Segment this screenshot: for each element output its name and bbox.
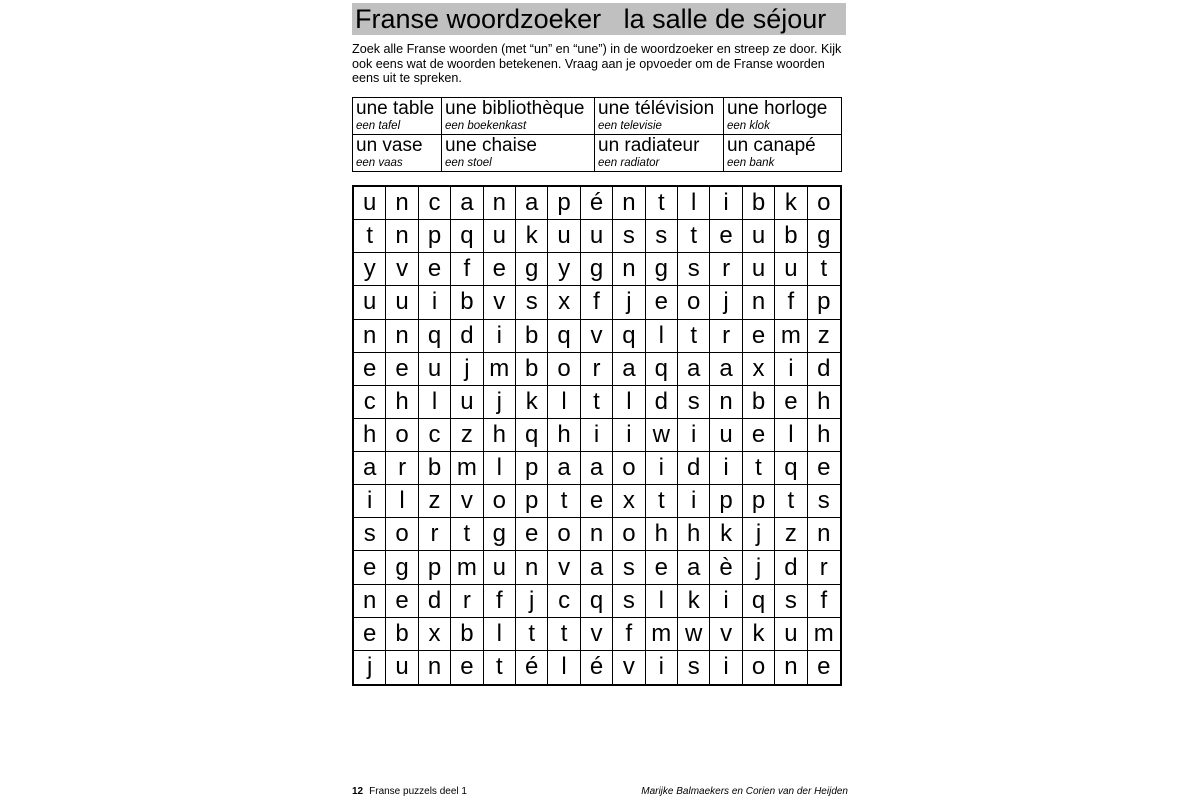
vocabulary-table	[352, 97, 842, 172]
grid-letter[interactable]: z	[775, 518, 807, 551]
grid-letter[interactable]: t	[548, 618, 580, 651]
grid-letter[interactable]: s	[646, 220, 678, 253]
grid-letter[interactable]: i	[484, 320, 516, 353]
grid-letter[interactable]: n	[419, 651, 451, 684]
grid-letter[interactable]: k	[678, 585, 710, 618]
vocab-cell	[724, 135, 842, 172]
grid-letter[interactable]: a	[451, 187, 483, 220]
dutch-translation: een vaas	[356, 157, 403, 169]
grid-letter[interactable]: h	[646, 518, 678, 551]
grid-letter[interactable]: l	[646, 320, 678, 353]
grid-letter[interactable]: g	[516, 253, 548, 286]
grid-letter[interactable]: u	[484, 220, 516, 253]
grid-letter[interactable]: q	[419, 320, 451, 353]
vocab-cell	[724, 98, 842, 135]
grid-letter[interactable]: n	[581, 518, 613, 551]
grid-letter[interactable]: m	[775, 320, 807, 353]
grid-letter[interactable]: y	[354, 253, 386, 286]
french-word: une chaise	[445, 135, 537, 156]
grid-letter[interactable]: e	[743, 419, 775, 452]
page-title: Franse woordzoeker la salle de séjour	[352, 3, 846, 35]
grid-letter[interactable]: q	[548, 320, 580, 353]
grid-letter[interactable]: a	[581, 452, 613, 485]
grid-letter[interactable]: s	[613, 551, 645, 584]
grid-letter[interactable]: w	[646, 419, 678, 452]
grid-letter[interactable]: i	[710, 452, 742, 485]
grid-letter[interactable]: c	[419, 419, 451, 452]
grid-letter[interactable]: u	[743, 253, 775, 286]
grid-letter[interactable]: e	[354, 618, 386, 651]
grid-letter[interactable]: i	[613, 419, 645, 452]
grid-letter[interactable]: è	[710, 551, 742, 584]
grid-letter[interactable]: l	[775, 419, 807, 452]
grid-letter[interactable]: h	[386, 386, 418, 419]
grid-letter[interactable]: b	[743, 187, 775, 220]
grid-letter[interactable]: s	[613, 585, 645, 618]
grid-letter[interactable]: o	[484, 485, 516, 518]
grid-letter[interactable]: t	[808, 253, 840, 286]
grid-letter[interactable]: h	[678, 518, 710, 551]
grid-letter[interactable]: u	[386, 286, 418, 319]
grid-letter[interactable]: p	[516, 452, 548, 485]
grid-letter[interactable]: u	[354, 187, 386, 220]
grid-letter[interactable]: d	[646, 386, 678, 419]
page-footer-left	[352, 786, 467, 797]
grid-letter[interactable]: t	[646, 187, 678, 220]
grid-letter[interactable]: s	[678, 253, 710, 286]
grid-letter[interactable]: é	[516, 651, 548, 684]
grid-letter[interactable]: é	[581, 187, 613, 220]
grid-letter[interactable]: e	[743, 320, 775, 353]
french-word: une bibliothèque	[445, 98, 585, 119]
grid-letter[interactable]: k	[743, 618, 775, 651]
grid-letter[interactable]: a	[678, 551, 710, 584]
grid-letter[interactable]: d	[775, 551, 807, 584]
vocab-row	[353, 135, 842, 172]
grid-letter[interactable]: p	[548, 187, 580, 220]
grid-letter[interactable]: t	[581, 386, 613, 419]
grid-letter[interactable]: s	[354, 518, 386, 551]
grid-letter[interactable]: k	[516, 220, 548, 253]
vocab-cell	[353, 135, 442, 172]
grid-letter[interactable]: p	[419, 220, 451, 253]
grid-letter[interactable]: b	[386, 618, 418, 651]
grid-letter[interactable]: l	[484, 618, 516, 651]
page-number: 12	[352, 786, 364, 797]
grid-letter[interactable]: a	[548, 452, 580, 485]
grid-letter[interactable]: n	[354, 320, 386, 353]
french-word: un radiateur	[598, 135, 700, 156]
worksheet-page	[352, 0, 848, 800]
grid-letter[interactable]: r	[710, 253, 742, 286]
grid-letter[interactable]: n	[386, 320, 418, 353]
grid-letter[interactable]: f	[808, 585, 840, 618]
grid-letter[interactable]: i	[678, 419, 710, 452]
grid-letter[interactable]: e	[354, 551, 386, 584]
grid-letter[interactable]: e	[710, 220, 742, 253]
grid-letter[interactable]: j	[516, 585, 548, 618]
grid-letter[interactable]: f	[775, 286, 807, 319]
grid-letter[interactable]: h	[808, 419, 840, 452]
word-search-grid	[352, 185, 842, 686]
grid-letter[interactable]: n	[808, 518, 840, 551]
grid-letter[interactable]: z	[419, 485, 451, 518]
grid-letter[interactable]: n	[613, 253, 645, 286]
grid-letter[interactable]: q	[613, 320, 645, 353]
grid-letter[interactable]: j	[743, 518, 775, 551]
grid-letter[interactable]: i	[710, 651, 742, 684]
grid-letter[interactable]: o	[678, 286, 710, 319]
french-word: un canapé	[727, 135, 816, 156]
grid-letter[interactable]: x	[613, 485, 645, 518]
grid-letter[interactable]: e	[484, 253, 516, 286]
grid-letter[interactable]: u	[775, 253, 807, 286]
grid-letter[interactable]: p	[516, 485, 548, 518]
grid-letter[interactable]: s	[516, 286, 548, 319]
grid-letter[interactable]: l	[484, 452, 516, 485]
grid-letter[interactable]: p	[710, 485, 742, 518]
grid-letter[interactable]: q	[743, 585, 775, 618]
grid-letter[interactable]: i	[710, 585, 742, 618]
grid-letter[interactable]: z	[808, 320, 840, 353]
grid-letter[interactable]: b	[516, 320, 548, 353]
grid-letter[interactable]: g	[581, 253, 613, 286]
grid-letter[interactable]: n	[743, 286, 775, 319]
grid-letter[interactable]: h	[354, 419, 386, 452]
grid-letter[interactable]: v	[451, 485, 483, 518]
grid-letter[interactable]: v	[710, 618, 742, 651]
grid-letter[interactable]: m	[451, 452, 483, 485]
french-word: un vase	[356, 135, 423, 156]
grid-letter[interactable]: o	[808, 187, 840, 220]
grid-letter[interactable]: h	[808, 386, 840, 419]
grid-letter[interactable]: o	[743, 651, 775, 684]
grid-letter[interactable]: t	[646, 485, 678, 518]
grid-letter[interactable]: s	[775, 585, 807, 618]
grid-letter[interactable]: x	[548, 286, 580, 319]
grid-letter[interactable]: v	[581, 320, 613, 353]
grid-letter[interactable]: c	[548, 585, 580, 618]
grid-letter[interactable]: n	[516, 551, 548, 584]
dutch-translation: een bank	[727, 157, 775, 169]
grid-letter[interactable]: c	[419, 187, 451, 220]
grid-letter[interactable]: n	[354, 585, 386, 618]
grid-letter[interactable]: o	[548, 353, 580, 386]
grid-letter[interactable]: o	[613, 452, 645, 485]
grid-letter[interactable]: i	[710, 187, 742, 220]
grid-letter[interactable]: x	[743, 353, 775, 386]
grid-letter[interactable]: y	[548, 253, 580, 286]
grid-letter[interactable]: e	[646, 286, 678, 319]
grid-letter[interactable]: v	[484, 286, 516, 319]
grid-letter[interactable]: a	[516, 187, 548, 220]
grid-letter[interactable]: b	[743, 386, 775, 419]
grid-letter[interactable]: f	[484, 585, 516, 618]
grid-letter[interactable]: h	[548, 419, 580, 452]
grid-letter[interactable]: o	[548, 518, 580, 551]
french-word: une télévision	[598, 98, 715, 119]
grid-letter[interactable]: q	[646, 353, 678, 386]
grid-letter[interactable]: f	[451, 253, 483, 286]
grid-letter[interactable]: q	[516, 419, 548, 452]
book-title: Franse puzzels deel 1	[369, 786, 467, 797]
grid-letter[interactable]: a	[613, 353, 645, 386]
grid-letter[interactable]: o	[386, 518, 418, 551]
grid-letter[interactable]: e	[646, 551, 678, 584]
grid-letter[interactable]: r	[451, 585, 483, 618]
grid-letter[interactable]: g	[646, 253, 678, 286]
grid-letter[interactable]: g	[484, 518, 516, 551]
dutch-translation: een televisie	[598, 120, 662, 132]
vocab-cell	[595, 98, 724, 135]
grid-letter[interactable]: e	[775, 386, 807, 419]
grid-letter[interactable]: m	[646, 618, 678, 651]
french-word: une horloge	[727, 98, 828, 119]
grid-letter[interactable]: e	[817, 653, 831, 681]
grid-letter[interactable]: b	[516, 353, 548, 386]
grid-letter[interactable]: u	[484, 551, 516, 584]
grid-letter[interactable]: d	[808, 353, 840, 386]
grid-letter[interactable]: z	[451, 419, 483, 452]
grid-letter[interactable]: k	[516, 386, 548, 419]
grid-letter[interactable]: l	[548, 651, 580, 684]
dutch-translation: een klok	[727, 120, 770, 132]
grid-letter[interactable]: h	[484, 419, 516, 452]
grid-letter[interactable]: l	[386, 485, 418, 518]
grid-letter[interactable]: d	[678, 452, 710, 485]
grid-letter[interactable]: f	[581, 286, 613, 319]
grid-letter[interactable]: t	[548, 485, 580, 518]
grid-letter[interactable]: p	[419, 551, 451, 584]
grid-letter[interactable]: l	[646, 585, 678, 618]
grid-letter[interactable]: v	[548, 551, 580, 584]
grid-letter[interactable]: m	[808, 618, 840, 651]
grid-letter[interactable]: t	[516, 618, 548, 651]
grid-letter[interactable]: i	[646, 651, 678, 684]
grid-letter[interactable]: o	[613, 518, 645, 551]
grid-letter[interactable]: a	[354, 452, 386, 485]
grid-letter[interactable]: o	[386, 419, 418, 452]
dutch-translation: een tafel	[356, 120, 401, 132]
vocab-cell	[595, 135, 724, 172]
grid-letter[interactable]: r	[419, 518, 451, 551]
grid-letter[interactable]: p	[808, 286, 840, 319]
dutch-translation: een radiator	[598, 157, 660, 169]
grid-letter[interactable]: p	[743, 485, 775, 518]
vocab-cell	[442, 135, 595, 172]
grid-letter[interactable]: u	[354, 286, 386, 319]
grid-letter[interactable]: w	[678, 618, 710, 651]
grid-letter[interactable]: l	[548, 386, 580, 419]
grid-letter[interactable]: l	[613, 386, 645, 419]
grid-letter[interactable]: a	[678, 353, 710, 386]
grid-letter[interactable]: b	[775, 220, 807, 253]
grid-letter[interactable]: g	[808, 220, 840, 253]
grid-letter[interactable]: u	[775, 618, 807, 651]
grid-letter[interactable]: q	[581, 585, 613, 618]
grid-letter[interactable]: r	[386, 452, 418, 485]
grid-letter[interactable]: i	[775, 353, 807, 386]
grid-letter[interactable]: t	[451, 518, 483, 551]
grid-letter[interactable]: i	[646, 452, 678, 485]
grid-letter[interactable]: b	[419, 452, 451, 485]
grid-letter[interactable]: t	[484, 651, 516, 684]
grid-letter[interactable]: n	[775, 651, 807, 684]
grid-letter[interactable]: e	[354, 353, 386, 386]
grid-letter[interactable]: g	[386, 551, 418, 584]
grid-letter[interactable]: d	[451, 320, 483, 353]
grid-letter[interactable]: t	[743, 452, 775, 485]
grid-letter[interactable]: l	[419, 386, 451, 419]
grid-letter[interactable]: m	[484, 353, 516, 386]
grid-letter[interactable]: n	[386, 187, 418, 220]
grid-letter[interactable]: b	[451, 618, 483, 651]
dutch-translation: een stoel	[445, 157, 492, 169]
grid-letter[interactable]: s	[678, 651, 710, 684]
grid-letter[interactable]: j	[613, 286, 645, 319]
grid-letter[interactable]: t	[775, 485, 807, 518]
grid-letter[interactable]: c	[354, 386, 386, 419]
grid-letter[interactable]: u	[451, 386, 483, 419]
grid-letter[interactable]: e	[451, 651, 483, 684]
grid-letter[interactable]: s	[613, 220, 645, 253]
grid-letter[interactable]: n	[484, 187, 516, 220]
grid-letter[interactable]: u	[386, 651, 418, 684]
grid-letter[interactable]: a	[710, 353, 742, 386]
grid-letter[interactable]: j	[354, 651, 386, 684]
grid-letter[interactable]: s	[678, 386, 710, 419]
grid-letter[interactable]: j	[710, 286, 742, 319]
grid-letter[interactable]: l	[678, 187, 710, 220]
grid-letter[interactable]: i	[354, 485, 386, 518]
grid-letter[interactable]: e	[386, 585, 418, 618]
grid-letter[interactable]: q	[451, 220, 483, 253]
grid-letter[interactable]: u	[581, 220, 613, 253]
grid-letter[interactable]: q	[775, 452, 807, 485]
grid-letter[interactable]: u	[548, 220, 580, 253]
grid-letter[interactable]: m	[451, 551, 483, 584]
grid-letter[interactable]: j	[484, 386, 516, 419]
grid-letter[interactable]: i	[581, 419, 613, 452]
grid-letter[interactable]: é	[581, 651, 613, 684]
grid-letter[interactable]: i	[419, 286, 451, 319]
grid-letter[interactable]: r	[808, 551, 840, 584]
french-word: une table	[356, 98, 435, 119]
grid-letter[interactable]: n	[613, 187, 645, 220]
grid-letter[interactable]: e	[581, 485, 613, 518]
grid-letter[interactable]: i	[678, 485, 710, 518]
grid-letter[interactable]: e	[808, 452, 840, 485]
grid-letter[interactable]: r	[710, 320, 742, 353]
grid-letter[interactable]: e	[386, 353, 418, 386]
authors-credit: Marijke Balmaekers en Corien van der Heijden	[641, 786, 848, 797]
grid-letter[interactable]: e	[419, 253, 451, 286]
instructions-text: Zoek alle Franse woorden (met “un” en “une”) in de woordzoeker en streep ze door. Kijk ook eens wat de woorden betekenen. Vraag aan je opvoeder om de Franse woorden eens uit te spreken.	[352, 42, 842, 85]
grid-letter[interactable]: t	[678, 320, 710, 353]
grid-letter[interactable]: v	[613, 651, 645, 684]
grid-letter[interactable]: v	[581, 618, 613, 651]
grid-letter[interactable]: d	[419, 585, 451, 618]
grid-letter[interactable]: r	[581, 353, 613, 386]
grid-letter[interactable]: n	[386, 220, 418, 253]
grid-letter[interactable]: s	[808, 485, 840, 518]
grid-letter[interactable]: e	[516, 518, 548, 551]
grid-letter[interactable]: t	[678, 220, 710, 253]
vocab-row	[353, 98, 842, 135]
grid-letter[interactable]: t	[354, 220, 386, 253]
grid-letter[interactable]: f	[613, 618, 645, 651]
grid-letter[interactable]: u	[710, 419, 742, 452]
grid-letter[interactable]: u	[419, 353, 451, 386]
grid-letter[interactable]: v	[386, 253, 418, 286]
grid-letter[interactable]: x	[419, 618, 451, 651]
grid-letter[interactable]: n	[710, 386, 742, 419]
vocab-cell	[353, 98, 442, 135]
vocab-cell	[442, 98, 595, 135]
grid-letter[interactable]: u	[743, 220, 775, 253]
grid-letter[interactable]: k	[710, 518, 742, 551]
grid-letter[interactable]: k	[775, 187, 807, 220]
grid-letter[interactable]: j	[743, 551, 775, 584]
grid-letter[interactable]: j	[451, 353, 483, 386]
grid-letter[interactable]: b	[451, 286, 483, 319]
grid-letter[interactable]: a	[581, 551, 613, 584]
dutch-translation: een boekenkast	[445, 120, 527, 132]
